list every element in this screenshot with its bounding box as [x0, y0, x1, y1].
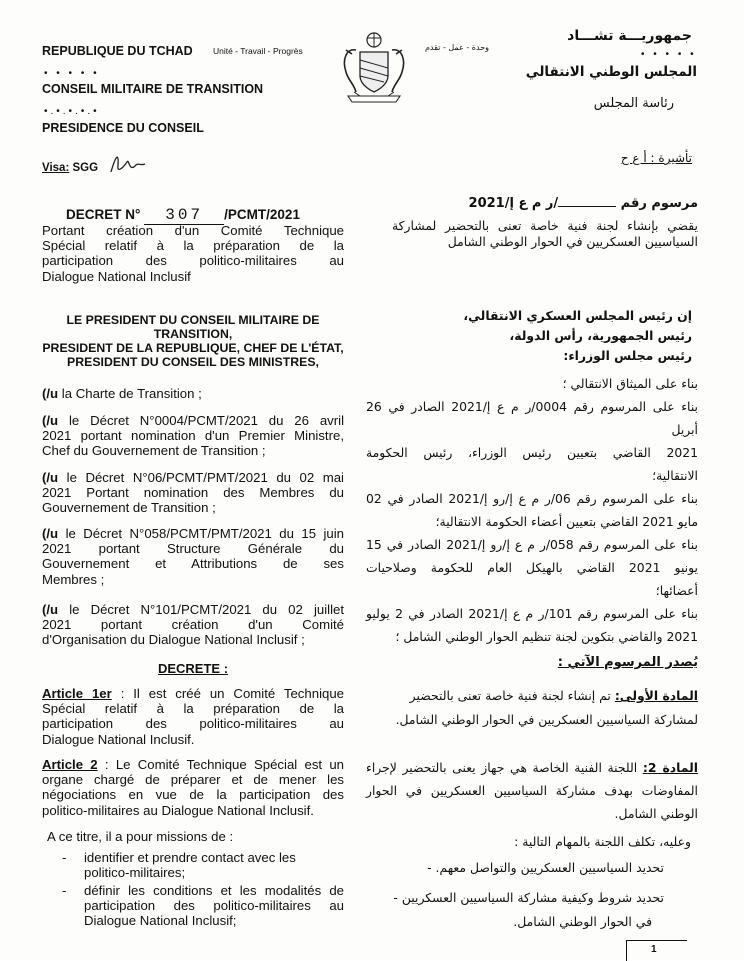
separator-dots: •.•.•.•.• — [44, 106, 100, 117]
visa-item: (/u le Décret N°06/PCMT/PMT/2021 du 02 mai 2021 Portant nomination des Membres du Gouvernement de Transition ; — [42, 470, 344, 516]
council-title-fr: CONSEIL MILITAIRE DE TRANSITION — [42, 82, 264, 96]
visa-item: (/u la Charte de Transition ; — [42, 386, 202, 401]
visa-item-ar: بناء على الميثاق الانتقالي ؛ — [562, 376, 698, 391]
presidency-title-fr: PRESIDENCE DU CONSEIL — [42, 121, 204, 135]
coat-of-arms-emblem — [332, 30, 416, 110]
separator-dots: • • • • • — [44, 68, 100, 79]
article-2-fr: Article 2 : Le Comité Technique Spécial est un organe chargé de préparer et de mener les négociations en vue de la participation des politico-militaires au Dialogue National Inclusif. — [42, 757, 345, 818]
visa-line — [42, 162, 98, 174]
decree-suffix-ar: /ر م ع إ/2021 — [468, 196, 559, 211]
visa-signature — [105, 146, 147, 178]
separator-dots: • • • • • — [641, 49, 697, 60]
decree-title-ar — [469, 196, 698, 212]
decree-object-ar: يقضي بإنشاء لجنة فنية خاصة تعنى بالتحضير لمشاركة السياسيين العسكريين في الحوار الوطني الشامل — [392, 218, 698, 249]
visa-value: SGG — [72, 162, 99, 174]
visa-item-ar: بناء على المرسوم رقم 06/ر م ع إ/رو إ/2021 الصادر في 02 — [366, 491, 698, 506]
republic-title-ar: جمهوريـــة تشـــاد — [567, 28, 692, 44]
decree-object-fr: Portant création d'un Comité Technique Spécial relatif à la préparation de la participation des politico-militaires au Dialogue National Inclusif — [42, 223, 344, 284]
article-1-ar: المادة الأولى: تم إنشاء لجنة فنية خاصة تعنى بالتحضير لمشاركة السياسيين العسكريين في الحوار الوطني الشامل. — [395, 688, 698, 727]
decree-label-ar: مرسوم رقم — [620, 196, 698, 211]
visa-item-ar: بناء على المرسوم رقم 058/ر م ع إ/رو إ/2021 الصادر في 15 — [366, 537, 698, 552]
decree-suffix: /PCMT/2021 — [224, 207, 300, 222]
visa-item: (/u le Décret N°0004/PCMT/2021 du 26 avril 2021 portant nomination d'un Premier Ministre, Chef du Gouvernement de Transition ; — [42, 413, 344, 459]
council-title-ar: المجلس الوطني الانتقالي — [525, 64, 697, 80]
mission-item-ar: تحديد شروط وكيفية مشاركة السياسيين العسكريين - في الحوار الوطني الشامل. — [393, 890, 664, 929]
decree-label: DECRET N° — [66, 207, 141, 222]
visa-label: Visa: — [42, 162, 70, 174]
visa-ar: تأشيرة : أ ع ح — [620, 151, 692, 165]
missions-intro-fr: A ce titre, il a pour missions de : — [47, 829, 234, 844]
visa-item-ar: بناء على المرسوم رقم 101/ر م ع إ/2021 الصادر في 2 يوليو — [366, 606, 698, 621]
motto-ar: وحدة - عمل - تقدم — [424, 43, 489, 52]
article-1-fr: Article 1er : Il est créé un Comité Technique Spécial relatif à la préparation de la participation des politico-militaires au Dialogue National Inclusif. — [42, 686, 344, 747]
page-number-box — [626, 940, 687, 961]
mission-item-ar: تحديد السياسيين العسكريين والتواصل معهم. - — [427, 860, 664, 875]
president-title-fr: LE PRESIDENT DU CONSEIL MILITAIRE DE TRANSITION, PRESIDENT DE LA REPUBLIQUE, CHEF DE L'ÉTAT, PRESIDENT DU CONSEIL DES MINISTRES, — [42, 313, 344, 369]
visas-ar: بناء على الميثاق الانتقالي ؛ بناء على المرسوم رقم 0004/ر م ع إ/2021 الصادر في 26 أبريل 2021 القاضي بتعيين رئيس الوزراء، رئيس الحكومة الانتقالية؛ بناء على المرسوم رقم 06/ر م ع إ/رو إ/2021 الصادر في 02 مايو 2021 القاضي بتعيين أعضاء الحكومة الانتقالية؛ بناء على المرسوم رقم 058/ر م ع إ/رو إ/2021 الصادر في 15 يونيو 2021 القاضي بالهيكل العام للحكومة وصلاحيات أعضائها؛ بناء على المرسوم رقم 101/ر م ع إ/2021 الصادر في 2 يوليو 2021 والقاضي بتكوين لجنة تنظيم الحوار الوطني الشامل ؛ — [366, 372, 698, 648]
visa-item: (/u le Décret N°058/PCMT/PMT/2021 du 15 juin 2021 portant Structure Générale du Gouvernement et Attributions de ses Membres ; — [42, 526, 344, 587]
republic-title-fr: REPUBLIQUE DU TCHAD — [42, 44, 193, 58]
missions-intro-ar: وعليه، تكلف اللجنة بالمهام التالية : — [514, 834, 691, 849]
decrete-heading-fr: DECRETE : — [157, 661, 229, 676]
motto-fr: Unité - Travail - Progrès — [213, 46, 303, 56]
mission-item-fr: - définir les conditions et les modalités de participation des politico-militaires au Dialogue National Inclusif; — [62, 883, 344, 929]
mission-item-fr: - identifier et prendre contact avec les politico-militaires; — [62, 850, 296, 881]
presidency-title-ar: رئاسة المجلس — [593, 96, 674, 111]
page-number: 1 — [651, 944, 657, 955]
visa-item-ar: بناء على المرسوم رقم 0004/ر م ع إ/2021 الصادر في 26 أبريل — [366, 399, 699, 437]
article-2-ar: المادة 2: اللجنة الفنية الخاصة هي جهاز يعنى بالتحضير لإجراء المفاوضات بهدف مشاركة السياسيين العسكريين في الحوار الوطني الشامل. — [366, 760, 698, 821]
decree-number: 307 — [144, 206, 224, 225]
visa-item: (/u le Décret N°101/PCMT/2021 du 02 juillet 2021 portant création d'un Comité d'Organisation du Dialogue National Inclusif ; — [42, 602, 344, 648]
president-title-ar: إن رئيس المجلس العسكري الانتقالي، رئيس الجمهورية، رأس الدولة، رئيس مجلس الوزراء: — [463, 308, 692, 363]
decrete-heading-ar: يُصدر المرسوم الآتي : — [557, 655, 698, 670]
